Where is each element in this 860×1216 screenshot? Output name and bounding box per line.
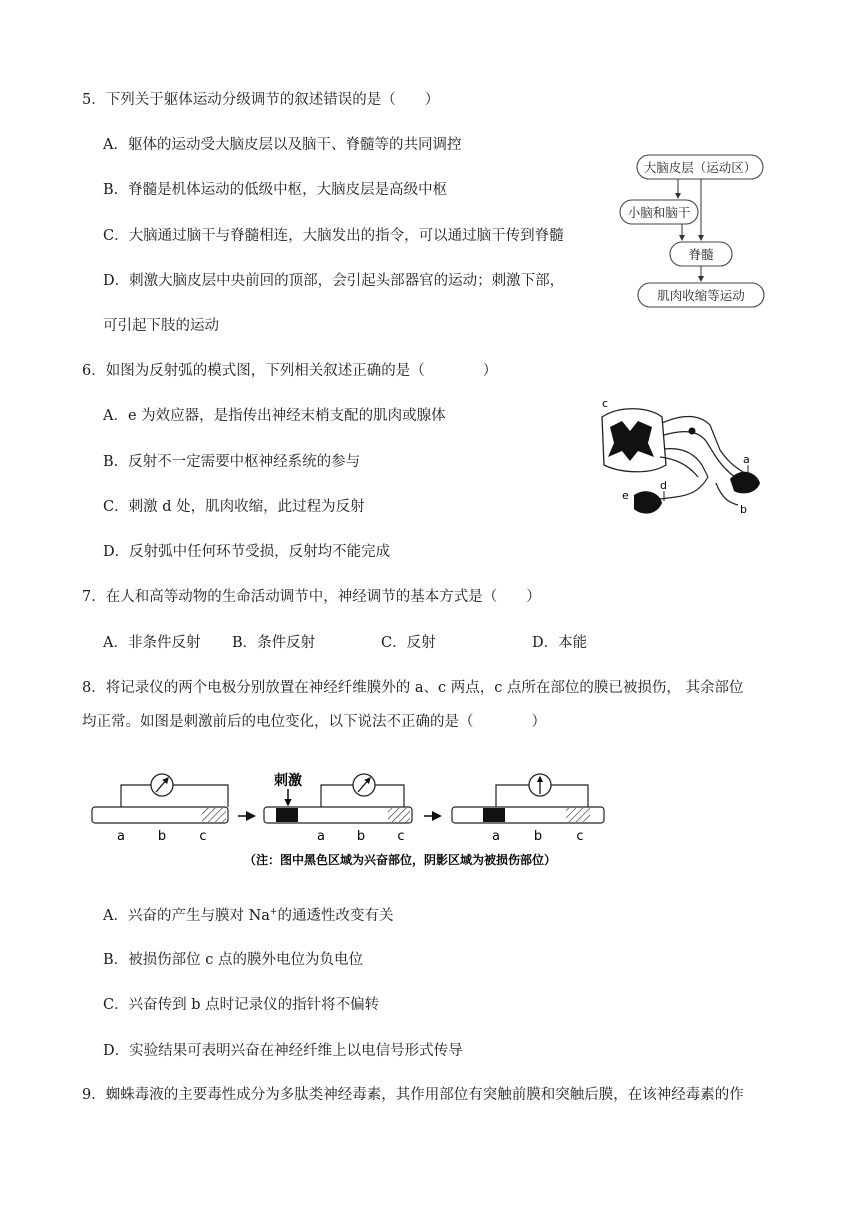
q8-option-c: C．兴奋传到 b 点时记录仪的指针将不偏转 bbox=[103, 997, 380, 1013]
q8-stem-line1: 8．将记录仪的两个电极分别放置在神经纤维膜外的 a、c 两点，c 点所在部位的膜已被损伤， 其余部位 bbox=[82, 680, 744, 696]
q5-option-a: A．躯体的运动受大脑皮层以及脑干、脊髓等的共同调控 bbox=[103, 137, 462, 153]
q5-stem: 5．下列关于躯体运动分级调节的叙述错误的是（ ） bbox=[82, 92, 440, 108]
q7-stem: 7．在人和高等动物的生命活动调节中，神经调节的基本方式是（ ） bbox=[82, 589, 541, 605]
q6-option-b: B．反射不一定需要中枢神经系统的参与 bbox=[103, 454, 361, 470]
q5-option-b: B．脊髓是机体运动的低级中枢，大脑皮层是高级中枢 bbox=[103, 182, 448, 198]
q8-stem-line2: 均正常。如图是刺激前后的电位变化，以下说法不正确的是（ ） bbox=[82, 714, 546, 730]
q5-option-d: D．刺激大脑皮层中央前回的顶部，会引起头部器官的运动；刺激下部， bbox=[103, 273, 565, 289]
q6-option-d: D．反射弧中任何环节受损，反射均不能完成 bbox=[103, 544, 391, 560]
p3-label-b: b bbox=[533, 829, 543, 844]
figure-note: （注：图中黑色区域为兴奋部位，阴影区域为被损伤部位） bbox=[243, 853, 557, 867]
q5-option-d-cont: 可引起下肢的运动 bbox=[103, 318, 219, 334]
label-a: a bbox=[743, 453, 750, 466]
label-b: b bbox=[740, 503, 747, 516]
q5-option-c: C．大脑通过脑干与脊髓相连，大脑发出的指令，可以通过脑干传到脊髓 bbox=[103, 228, 564, 244]
q6-option-c: C．刺激 d 处，肌肉收缩，此过程为反射 bbox=[103, 499, 365, 515]
q8-option-a-pre: A．兴奋的产生与膜对 Na bbox=[103, 908, 270, 924]
na-superscript: + bbox=[269, 907, 278, 918]
q7-option-d: D．本能 bbox=[532, 635, 588, 651]
panel-stimulated bbox=[264, 772, 412, 844]
p1-label-b: b bbox=[157, 829, 167, 844]
reflex-arc-diagram bbox=[590, 395, 790, 525]
stimulus-label: 刺激 bbox=[274, 773, 302, 789]
q7-option-b: B．条件反射 bbox=[232, 635, 316, 651]
p2-label-a: a bbox=[317, 829, 325, 844]
p2-label-c: c bbox=[397, 829, 405, 844]
q8-option-a-post: 的通透性改变有关 bbox=[277, 908, 394, 924]
box-cerebral-cortex: 大脑皮层（运动区） bbox=[643, 160, 757, 175]
q7-option-c: C．反射 bbox=[381, 635, 436, 651]
p2-label-b: b bbox=[356, 829, 366, 844]
box-spinal-cord: 脊髓 bbox=[688, 247, 714, 262]
p3-label-a: a bbox=[492, 829, 500, 844]
q9-stem: 9．蜘蛛毒液的主要毒性成分为多肽类神经毒素，其作用部位有突触前膜和突触后膜，在该神经毒素的作 bbox=[82, 1087, 744, 1103]
panel-before-stimulus bbox=[92, 774, 228, 844]
label-e: e bbox=[622, 489, 629, 502]
q7-option-a: A．非条件反射 bbox=[103, 635, 201, 651]
label-d: d bbox=[660, 479, 667, 492]
box-muscle-contraction: 肌肉收缩等运动 bbox=[657, 288, 745, 303]
q6-stem: 6．如图为反射弧的模式图，下列相关叙述正确的是（ ） bbox=[82, 363, 498, 379]
p1-label-c: c bbox=[199, 829, 207, 844]
q8-option-d: D．实验结果可表明兴奋在神经纤维上以电信号形式传导 bbox=[103, 1043, 463, 1059]
box-cerebellum-brainstem: 小脑和脑干 bbox=[627, 205, 691, 220]
p3-label-c: c bbox=[576, 829, 584, 844]
label-c: c bbox=[602, 397, 609, 410]
panel-excitation-at-a bbox=[452, 774, 604, 844]
p1-label-a: a bbox=[117, 829, 125, 844]
q6-option-a: A．e 为效应器，是指传出神经末梢支配的肌肉或腺体 bbox=[103, 408, 446, 424]
q8-option-b: B．被损伤部位 c 点的膜外电位为负电位 bbox=[103, 952, 363, 968]
motor-hierarchy-diagram bbox=[600, 150, 790, 315]
nerve-fiber-potential-figure bbox=[88, 765, 618, 875]
q8-option-a bbox=[103, 906, 393, 926]
